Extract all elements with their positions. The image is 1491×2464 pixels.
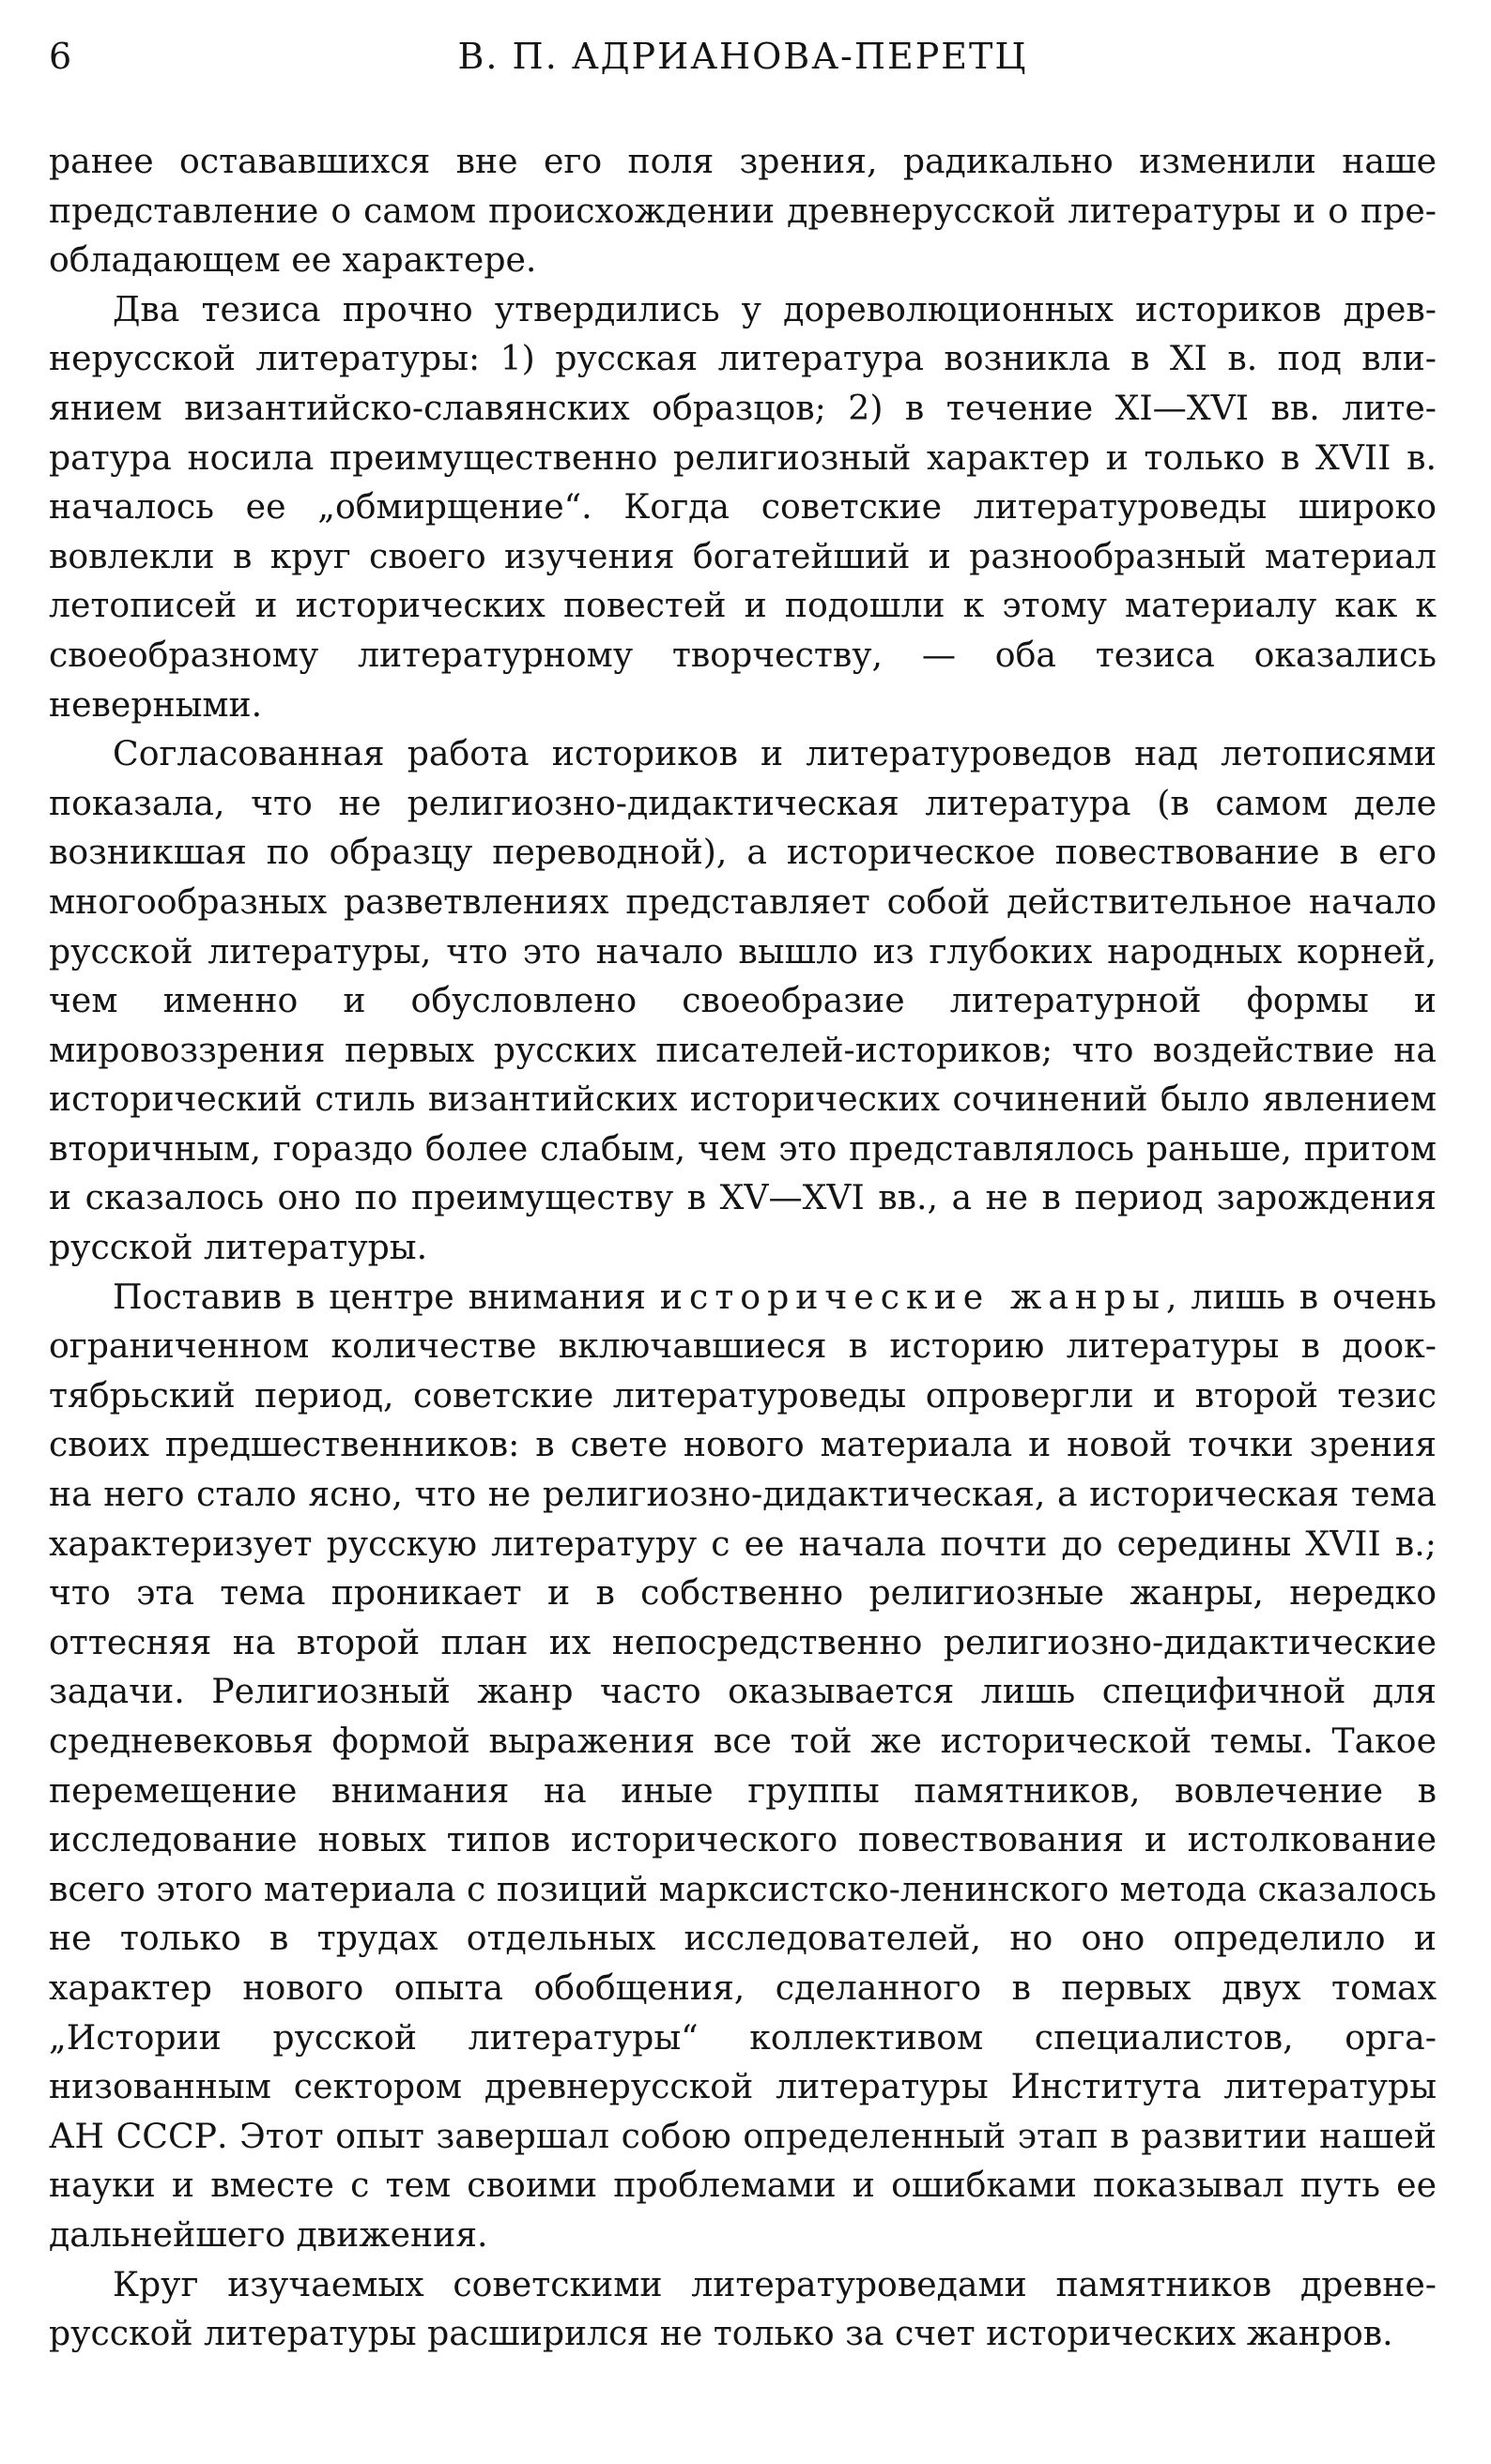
spaced-emphasis: исторические жанры bbox=[659, 1276, 1166, 1317]
book-page bbox=[49, 36, 1437, 2359]
page-header bbox=[49, 36, 1437, 86]
paragraph-continuation: ранее остававшихся вне его поля зрения, радикально изменили наше представление о самом происхождении древнерусской литературы и о преобладающем ее характере. bbox=[49, 141, 1437, 281]
paragraph-text-after: , лишь в очень ограниченном количестве включавшиеся в историю литературы в дооктябрьский период, советские литературоведы опровергли и второй тезис своих предшественников: в свете нового материала и новой точки зрения на него стало ясно, что не религиозно-дидактическая, а историческая тема характеризует русскую литературу с ее начала почти до середины XVII в.; что эта тема проникает и в собственно религиозные жанры, нередко оттесняя на второй план их непосредственно религиозно-дидактические задачи. Религиозный жанр часто оказывается лишь специфичной для средневековья формой выражения все той же исторической темы. Такое перемещение внимания на иные группы памятников, вовлечение в исследование новых типов исторического повествования и истолкование всего этого материала с позиций марксистско-ленинского метода сказалось не только в трудах отдельных исследователей, но оно определило и характер нового опыта обобщения, сделанного в первых двух томах „Истории русской литературы“ коллективом специалистов, организованным сектором древнерусской литературы Института литературы АН СССР. Этот опыт завершал собою определенный этап в развитии нашей науки и вместе с тем своими проблемами и ошибками показывал путь ее дальнейшего движения. bbox=[49, 1276, 1437, 2255]
paragraph-chronicles: Согласованная работа историков и литературоведов над летописями показала, что не религиозно-дидактическая литература (в самом деле возникшая по образцу переводной), а историческое повествование в его многообразных разветвлениях представляет собой действительное начало русской литературы, что это начало вышло из глубоких народных корней, чем именно и обусловлено своеобразие литературной формы и мировоззрения первых русских писателей-историков; что воздействие на исторический стиль византийских исторических сочинений было явлением вторичным, гораздо более слабым, чем это представлялось раньше, притом и сказалось оно по преимуществу в XV—XVI вв., а не в период зарождения русской литературы. bbox=[49, 733, 1437, 1268]
page-number: 6 bbox=[49, 36, 73, 77]
running-head: В. П. АДРИАНОВА-ПЕРЕТЦ bbox=[457, 36, 1028, 77]
body-text bbox=[49, 137, 1437, 2359]
paragraph-text-before: Поставив в центре внимания bbox=[113, 1276, 660, 1317]
paragraph-historical-genres bbox=[49, 1273, 1437, 2260]
paragraph-circle-of-study: Круг изучаемых советскими литературоведами памятников древнерусской литературы расширился не только за счет исторических жанров. bbox=[49, 2263, 1437, 2354]
paragraph-two-theses: Два тезиса прочно утвердились у дореволюционных историков древнерусской литературы: 1) русская литература возникла в XI в. под влиянием византийско-славянских образцов; 2) в течение XI—XVI вв. литература носила преимущественно религиозный характер и только в XVII в. началось ее „обмирщение“. Когда советские литературоведы широко вовлекли в круг своего изучения богатейший и разнообразный материал летописей и исторических повестей и подошли к этому материалу как к своеобразному литературному творчеству, — оба тезиса оказались неверными. bbox=[49, 288, 1437, 725]
